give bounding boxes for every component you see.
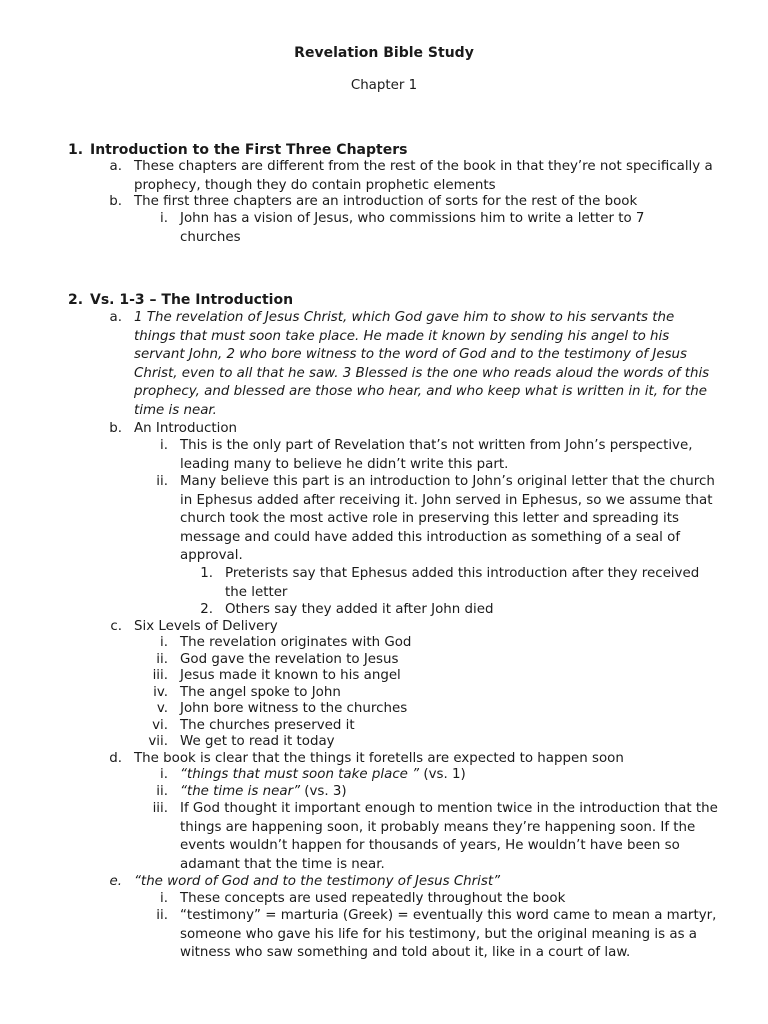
list-marker: 1. [200,566,213,581]
list-marker: iii. [152,801,168,816]
list-marker: a. [109,159,122,174]
list-marker: 2. [200,602,213,617]
list-marker: vii. [148,734,168,749]
list-item-text: An Introduction [134,421,237,436]
list-marker: ii. [156,908,168,923]
list-marker: vi. [152,718,168,733]
list-item [160,437,720,474]
list-marker: i. [160,767,168,782]
list-marker: i. [160,438,168,453]
list-item [160,210,670,247]
list-item-text: The book is clear that the things it foretells are expected to happen soon [134,751,624,766]
list-item-text: John bore witness to the churches [180,701,408,716]
list-item [160,634,720,653]
list-marker: iv. [153,685,168,700]
list-item-text: These concepts are used repeatedly throughout the book [180,891,566,906]
list-item [200,601,725,620]
list-item [152,800,725,874]
list-marker: b. [109,194,122,209]
list-marker: e. [109,874,122,889]
list-item-text: Jesus made it known to his angel [180,668,401,683]
list-marker: b. [109,421,122,436]
list-marker: a. [109,310,122,325]
list-item [156,700,720,719]
list-item [200,565,725,602]
list-marker: i. [160,635,168,650]
list-marker: c. [110,619,122,634]
section-heading [68,291,748,310]
list-item [156,473,720,566]
list-marker: v. [156,701,168,716]
list-item-text: Preterists say that Ephesus added this introduction after they received the letter [225,566,700,600]
section-heading-text: Introduction to the First Three Chapters [90,142,408,158]
list-item-text: This is the only part of Revelation that’s not written from John’s perspective, leading many to believe he didn’t write this part. [180,438,693,472]
section-heading-text: Vs. 1-3 – The Introduction [90,292,294,308]
document-title: Revelation Bible Study [294,45,474,61]
section-heading [68,141,748,160]
chapter-subtitle: Chapter 1 [350,78,418,93]
list-item-text: If God thought it important enough to mention twice in the introduction that the things are happening soon, it probably means they’re happening soon. If the events wouldn’t happen for thousands of years, He wouldn’t have been so adamant that the time is near. [180,801,718,872]
list-item-text: The revelation originates with God [180,635,412,650]
list-item [156,907,725,963]
list-item-text: John has a vision of Jesus, who commissions him to write a letter to 7 churches [180,211,645,245]
list-item-text: We get to read it today [180,734,335,749]
list-item-text [180,783,720,802]
scripture-quote: “the time is near” [180,784,301,799]
list-marker: ii. [156,474,168,489]
list-item [109,309,714,421]
list-item-text [180,766,720,785]
list-item [152,667,720,686]
list-item-text: “testimony” = marturia (Greek) = eventually this word came to mean a martyr, someone who gave his life for his testimony, but the original meaning is as a witness who saw something and told about it, like in a court of law. [180,908,717,961]
list-item-text: The churches preserved it [180,718,355,733]
list-marker: i. [160,211,168,226]
verse-reference: (vs. 3) [300,784,347,799]
list-item [109,873,734,892]
list-marker: d. [109,751,122,766]
list-item [148,733,720,752]
list-item [160,890,720,909]
section-number: 1. [68,142,84,158]
list-item [109,158,734,195]
list-item-text: Others say they added it after John died [225,602,494,617]
list-marker: i. [160,891,168,906]
list-item-text: Six Levels of Delivery [134,619,278,634]
list-item-text: These chapters are different from the rest of the book in that they’re not specifically a prophecy, though they do contain prophetic elements [134,159,713,193]
scripture-quote: 1 The revelation of Jesus Christ, which God gave him to show to his servants the things that must soon take place. He made it known by sending his angel to his servant John, 2 who bore witness to the word of God and to the testimony of Jesus Christ, even to all that he saw. 3 Blessed is the one who reads aloud the words of this prophecy, and blessed are those who hear, and who keep what is written in it, for the time is near. [134,310,710,418]
section-number: 2. [68,292,84,308]
list-item-text: God gave the revelation to Jesus [180,652,399,667]
list-item [160,766,720,785]
list-marker: iii. [152,668,168,683]
list-item-text: The first three chapters are an introduction of sorts for the rest of the book [134,194,638,209]
list-item-text: The angel spoke to John [180,685,341,700]
list-item-text: “the word of God and to the testimony of Jesus Christ” [134,874,501,889]
verse-reference: (vs. 1) [419,767,466,782]
list-marker: ii. [156,652,168,667]
list-item [109,420,734,439]
list-item-text: Many believe this part is an introduction to John’s original letter that the church in Ephesus added after receiving it. John served in Ephesus, so we assume that church took the most active role in preserving this letter and spreading its message and could have added this introduction as something of a seal of approval. [180,474,715,564]
list-item [109,193,734,212]
scripture-quote: “things that must soon take place ” [180,767,420,782]
list-marker: ii. [156,784,168,799]
list-item [156,783,720,802]
